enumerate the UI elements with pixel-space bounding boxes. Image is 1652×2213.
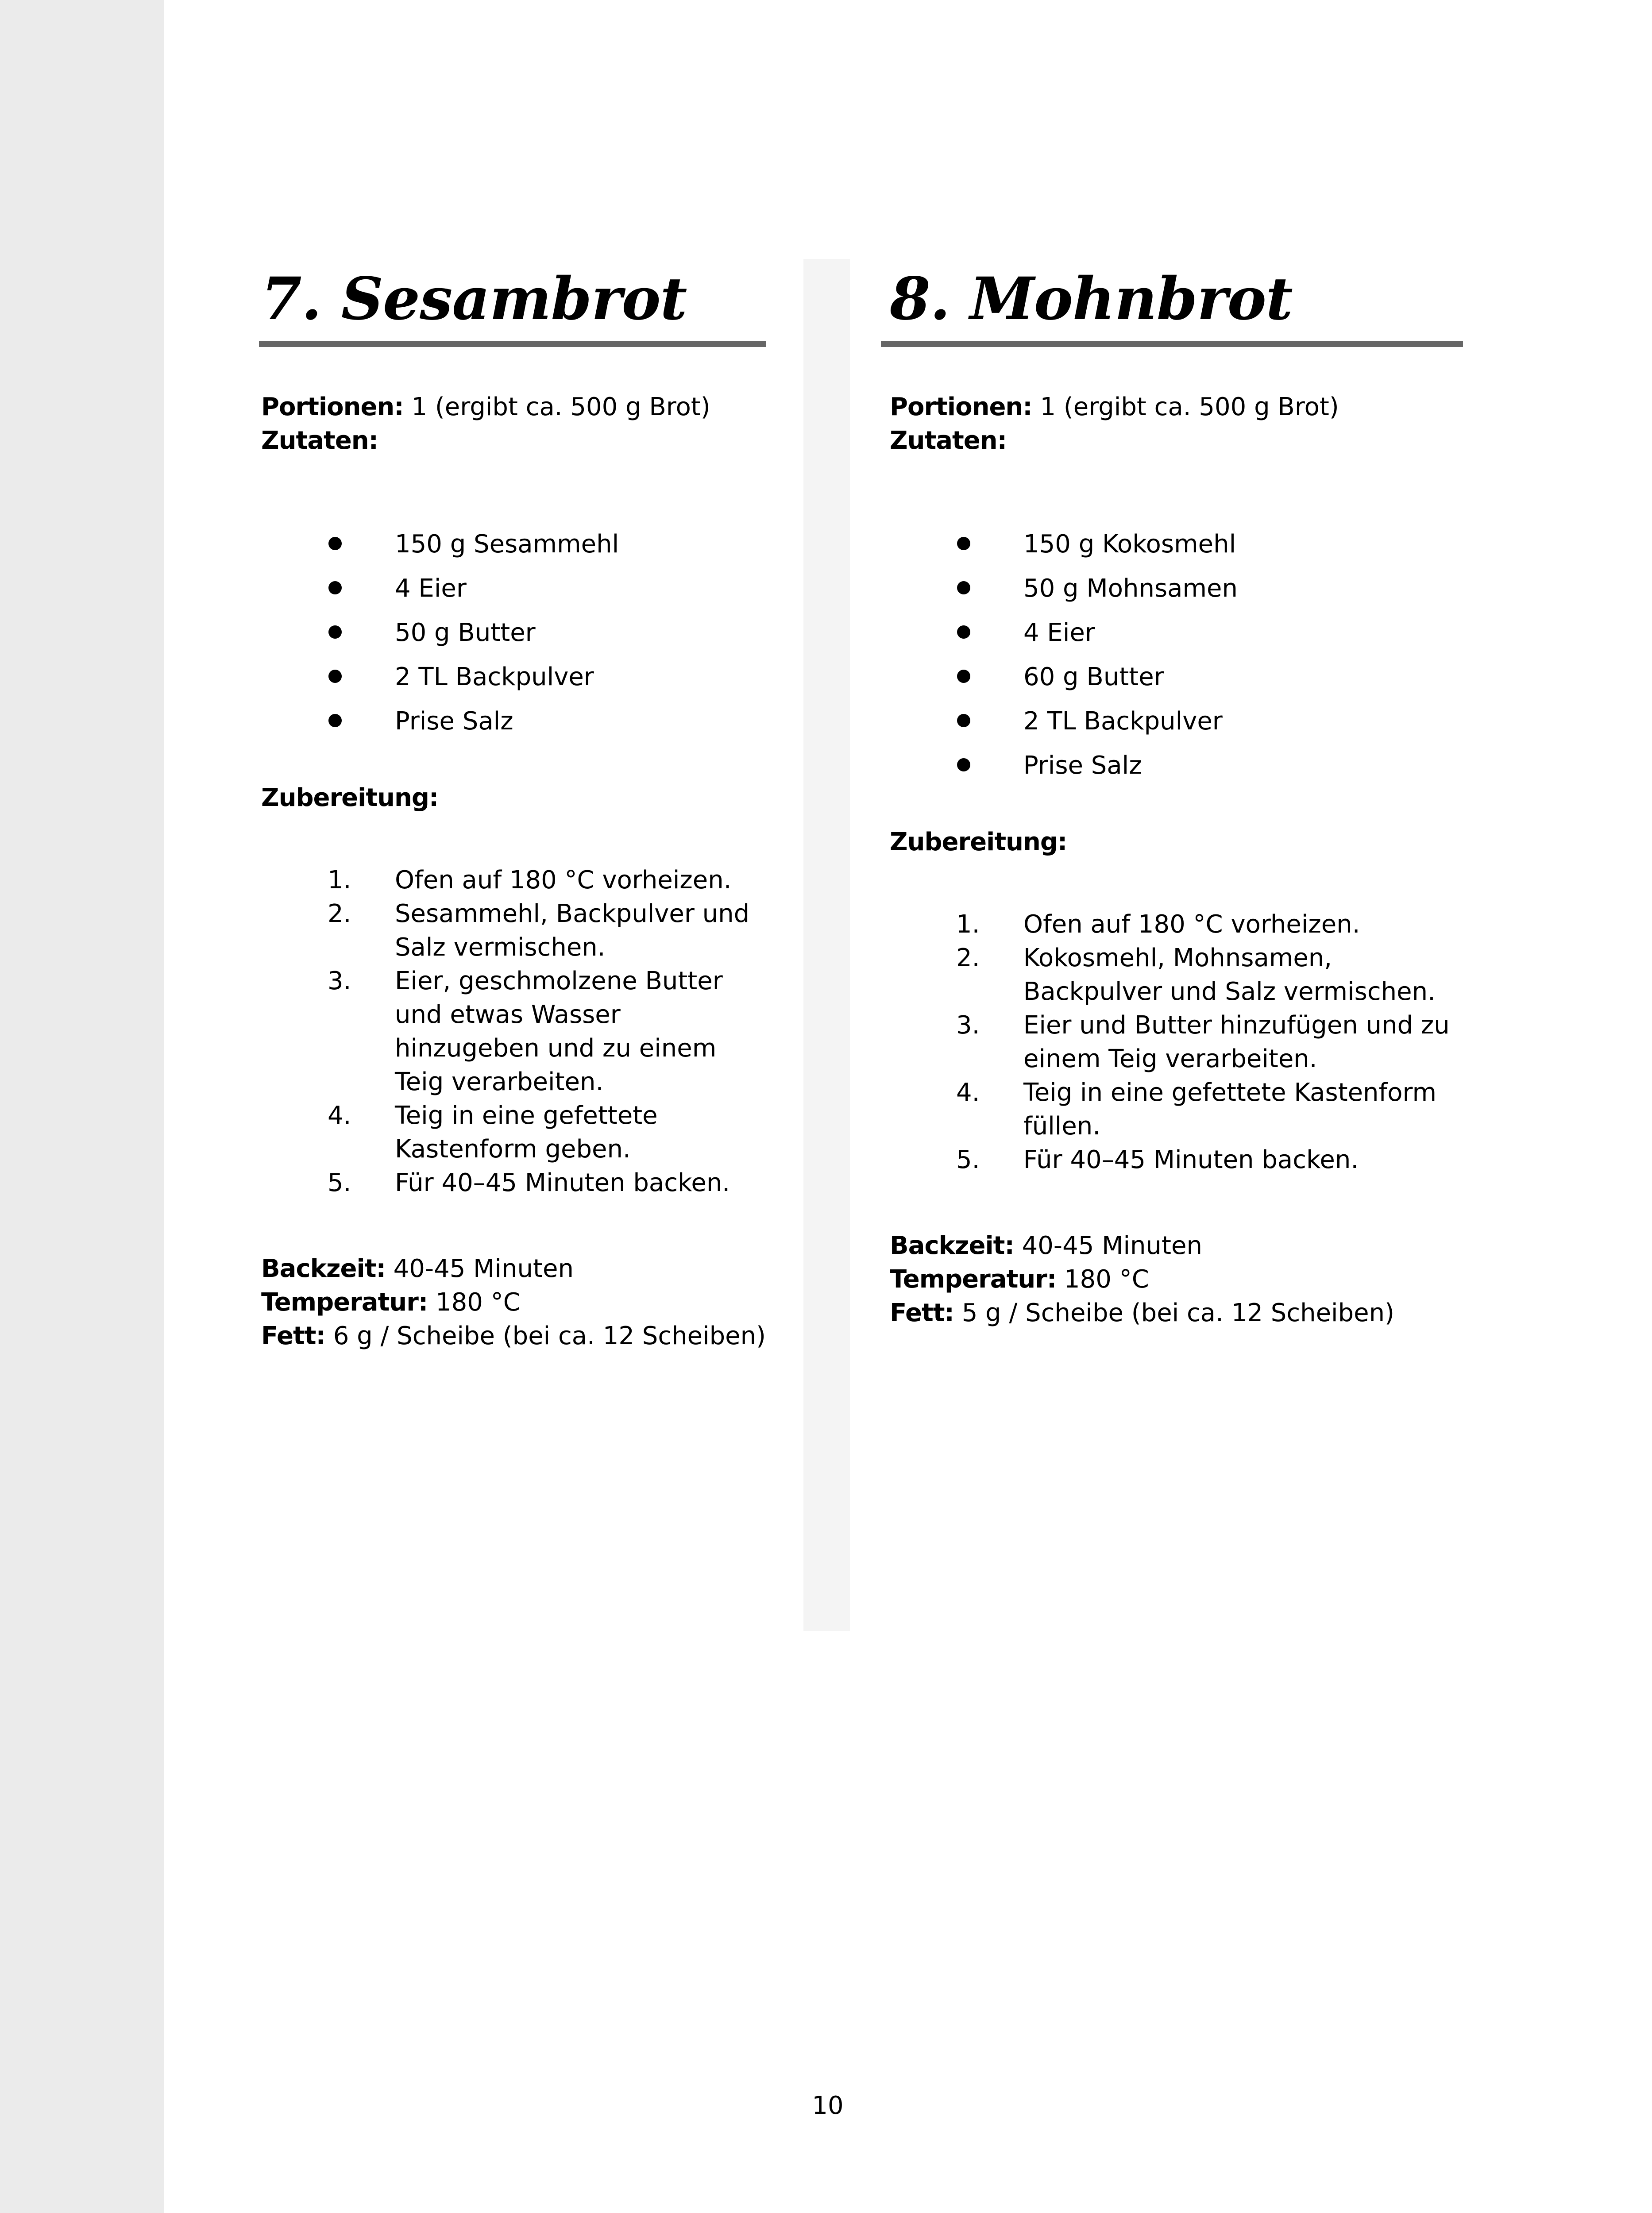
preparation-label: Zubereitung: [890,828,1067,856]
recipe-sesambrot [261,248,770,1353]
bullet-icon [328,625,342,639]
step-text: Teig in eine gefettete Kastenform füllen. [1023,1078,1437,1141]
step-number: 1. [328,866,351,894]
ingredient-item [261,699,770,744]
step-item [890,1143,1465,1177]
ingredient-text: 4 Eier [1023,618,1095,647]
bullet-icon [328,581,342,594]
temperature-line [890,1263,1465,1296]
recipe-title: 7. Sesambrot [261,265,687,333]
step-number: 1. [956,910,980,939]
ingredients-list [890,522,1465,788]
step-text: Für 40–45 Minuten backen. [1023,1145,1359,1174]
bake-time-line [261,1252,770,1286]
bullet-icon [957,714,970,727]
step-text: Ofen auf 180 °C vorheizen. [1023,910,1360,939]
temperature-value: 180 °C [1056,1265,1149,1294]
bullet-icon [957,537,970,550]
step-number: 2. [956,944,980,972]
ingredient-item [890,567,1465,611]
step-number: 2. [328,899,351,928]
bake-time-line [890,1229,1465,1263]
recipe-facts [261,1252,770,1353]
ingredients-label: Zutaten: [890,426,1007,455]
step-text: Für 40–45 Minuten backen. [395,1168,730,1197]
ingredient-item [890,611,1465,655]
step-text: Eier, geschmolzene Butter und etwas Wasser hinzugeben und zu einem Teig verarbeiten. [395,967,723,1096]
fat-line [890,1296,1465,1330]
ingredient-text: 50 g Mohnsamen [1023,574,1238,603]
bullet-icon [328,537,342,550]
step-number: 4. [328,1101,351,1130]
recipe-meta [890,390,1465,458]
preparation-label: Zubereitung: [261,783,439,812]
bake-time-label: Backzeit: [261,1254,386,1283]
recipe-meta [261,390,770,458]
step-text: Teig in eine gefettete Kastenform geben. [395,1101,658,1164]
portions-label: Portionen: [261,393,404,421]
temperature-line [261,1286,770,1319]
ingredient-text: 150 g Sesammehl [395,530,619,559]
step-number: 3. [328,967,351,995]
step-number: 5. [328,1168,351,1197]
recipe-title: 8. Mohnbrot [890,265,1293,333]
fat-value: 6 g / Scheibe (bei ca. 12 Scheiben) [325,1322,766,1350]
recipe-facts [890,1229,1465,1330]
left-margin-band [0,0,164,2213]
step-number: 5. [956,1145,980,1174]
ingredients-list [261,522,770,744]
fat-line [261,1319,770,1353]
fat-label: Fett: [261,1322,325,1350]
bullet-icon [957,581,970,594]
ingredient-item [890,699,1465,744]
column-divider [803,259,850,1631]
step-item [261,1099,770,1166]
ingredient-text: 60 g Butter [1023,663,1164,691]
page-number: 10 [812,2091,844,2120]
bullet-icon [957,670,970,683]
bullet-icon [957,625,970,639]
step-text: Sesammehl, Backpulver und Salz vermischen. [395,899,750,962]
bake-time-value: 40-45 Minuten [385,1254,574,1283]
title-underline [881,341,1463,347]
title-underline [259,341,766,347]
temperature-value: 180 °C [428,1288,521,1317]
portions-label: Portionen: [890,393,1032,421]
ingredient-text: 150 g Kokosmehl [1023,530,1236,559]
step-item [261,964,770,1099]
preparation-steps [261,864,770,1200]
ingredient-text: Prise Salz [1023,751,1142,780]
portions-value: 1 (ergibt ca. 500 g Brot) [1032,393,1339,421]
step-item [890,908,1465,941]
ingredients-heading-line [890,424,1465,458]
ingredient-item [890,744,1465,788]
ingredient-item [261,655,770,699]
preparation-steps [890,908,1465,1177]
fat-label: Fett: [890,1299,954,1327]
temperature-label: Temperatur: [261,1288,428,1317]
portions-line [890,390,1465,424]
bake-time-value: 40-45 Minuten [1014,1231,1202,1260]
ingredient-text: 4 Eier [395,574,467,603]
ingredients-heading-line [261,424,770,458]
step-number: 4. [956,1078,980,1107]
step-number: 3. [956,1011,980,1040]
ingredient-item [890,522,1465,567]
portions-line [261,390,770,424]
ingredient-item [890,655,1465,699]
recipe-mohnbrot [890,248,1465,1330]
ingredient-text: 2 TL Backpulver [395,663,594,691]
ingredient-text: Prise Salz [395,707,513,736]
step-item [261,897,770,964]
step-item [261,1166,770,1200]
ingredient-item [261,611,770,655]
step-text: Eier und Butter hinzufügen und zu einem Teig verarbeiten. [1023,1011,1450,1073]
step-item [261,864,770,897]
step-item [890,1009,1465,1076]
ingredient-item [261,522,770,567]
step-text: Ofen auf 180 °C vorheizen. [395,866,732,894]
bullet-icon [328,670,342,683]
step-item [890,941,1465,1009]
bullet-icon [328,714,342,727]
step-text: Kokosmehl, Mohnsamen, Backpulver und Salz vermischen. [1023,944,1436,1006]
step-item [890,1076,1465,1143]
bake-time-label: Backzeit: [890,1231,1014,1260]
portions-value: 1 (ergibt ca. 500 g Brot) [403,393,710,421]
ingredient-item [261,567,770,611]
fat-value: 5 g / Scheibe (bei ca. 12 Scheiben) [953,1299,1394,1327]
bullet-icon [957,758,970,771]
ingredient-text: 2 TL Backpulver [1023,707,1223,736]
ingredients-label: Zutaten: [261,426,378,455]
temperature-label: Temperatur: [890,1265,1057,1294]
ingredient-text: 50 g Butter [395,618,536,647]
